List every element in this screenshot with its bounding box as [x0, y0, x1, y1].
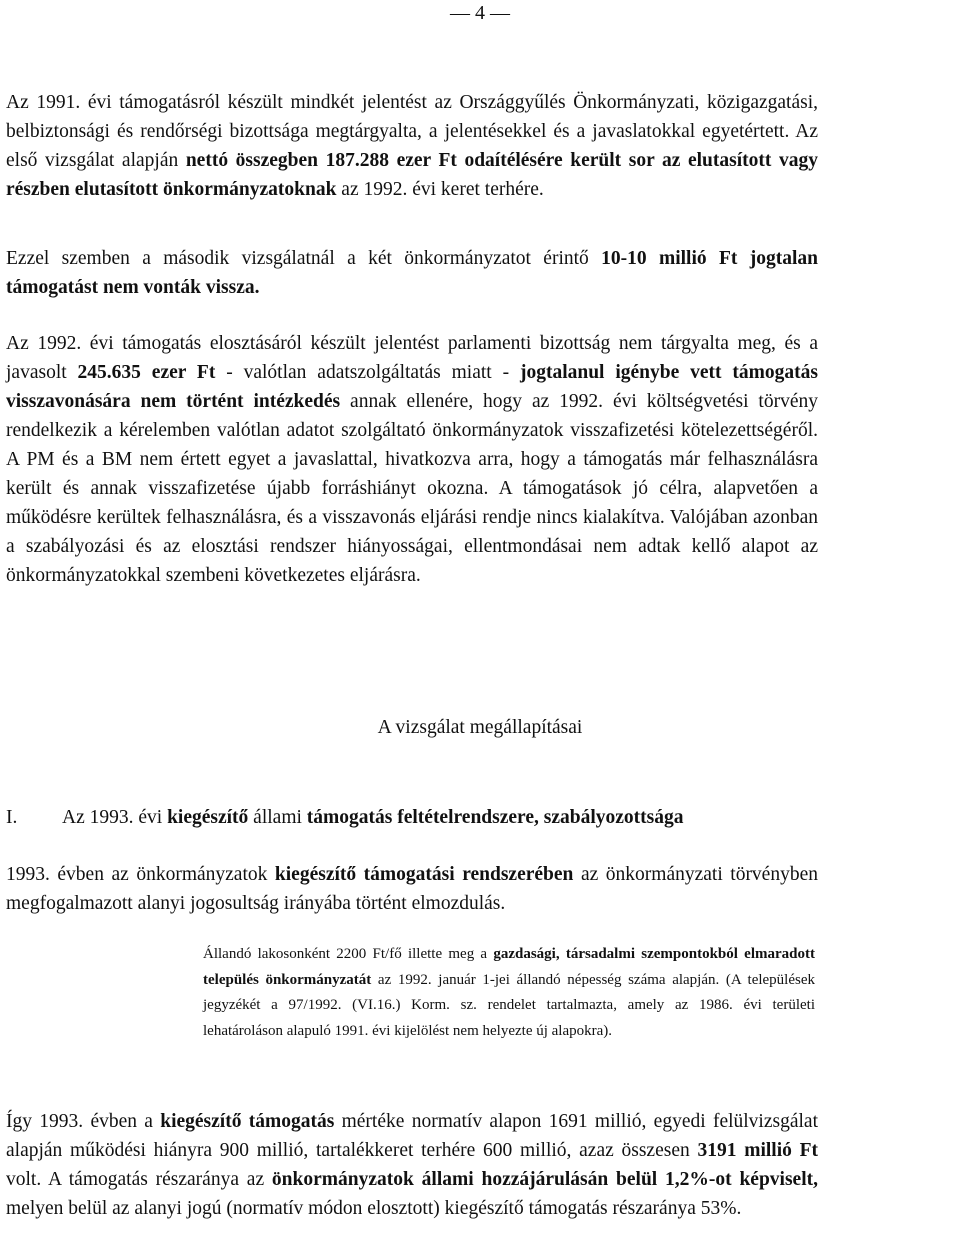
- text-run: mértéke normatív alapon 1691 millió, egyedi felülvizsgálat alapján működési hiányra 900 millió, tartalékkeret terhére 600 millió, azaz összesen: [6, 1111, 818, 1161]
- paragraph-1992-allocation: [6, 329, 818, 590]
- paragraph-1993-system: [6, 860, 818, 918]
- text-run: Az 1992. évi támogatás elosztásáról készült jelentést parlamenti bizottság nem tárgyalta meg, és a javasolt: [6, 333, 818, 383]
- text-run: állami: [248, 807, 307, 828]
- paragraph-1993-amounts: [6, 1107, 818, 1223]
- text-run: - valótlan adatszolgáltatás miatt -: [215, 362, 520, 383]
- text-run-bold: kiegészítő támogatás: [160, 1111, 335, 1132]
- section-number: I.: [6, 807, 18, 828]
- text-run-bold: gazdasági, társadalmi szempontokból elmaradott település önkormányzatát: [203, 946, 815, 988]
- section-subheading: [6, 807, 684, 829]
- text-run: Állandó lakosonként 2200 Ft/fő illette meg a: [203, 946, 494, 962]
- text-run: az önkormányzati törvényben megfogalmazott alanyi jogosultság irányába történt elmozdulás.: [6, 864, 818, 914]
- text-run: Az 1993. évi: [62, 807, 168, 828]
- text-run-bold: 3191 millió Ft: [697, 1140, 818, 1161]
- paragraph-1992-reports: [6, 88, 818, 204]
- paragraph-second-review: [6, 244, 818, 302]
- text-run-bold: kiegészítő támogatási rendszerében: [274, 864, 574, 885]
- text-run-bold: jogtalanul igénybe vett támogatás visszavonására nem történt intézkedés: [6, 362, 818, 412]
- quote-block: [203, 942, 815, 1044]
- text-run: Az 1991. évi támogatásról készült mindkét jelentést az Országgyűlés Önkormányzati, közigazgatási, belbiztonsági és rendőrségi bizottsága megtárgyalta, a jelentésekkel és a javaslatokkal egyetértett. Az első vizsgálat alapján: [6, 92, 818, 171]
- text-run: az 1992. január 1-jei állandó népesség száma alapján. (A települések jegyzékét a 97/1992. (VI.16.) Korm. sz. rendelet tartalmazta, amely az 1986. évi területi lehatároláson alapuló 1991. évi kijelölést nem helyezte új alapokra).: [203, 971, 815, 1039]
- text-run: volt. A támogatás részaránya az: [6, 1169, 272, 1190]
- text-run: Így 1993. évben a: [6, 1111, 161, 1132]
- text-run: az 1992. évi keret terhére.: [336, 179, 544, 200]
- text-run-bold: 10-10 millió Ft jogtalan támogatást nem vonták vissza.: [6, 248, 818, 298]
- page-number: — 4 —: [450, 2, 510, 24]
- text-run: melyen belül az alanyi jogú (normatív módon elosztott) kiegészítő támogatás részaránya 53%.: [6, 1198, 742, 1219]
- text-run: Ezzel szemben a második vizsgálatnál a két önkormányzatot érintő: [6, 248, 602, 269]
- section-heading: A vizsgálat megállapításai: [377, 717, 583, 738]
- text-run: 1993. évben az önkormányzatok: [6, 864, 275, 885]
- text-run-bold: kiegészítő: [167, 807, 249, 828]
- text-run-bold: támogatás feltételrendszere, szabályozottsága: [306, 807, 684, 828]
- text-run-bold: nettó összegben 187.288 ezer Ft odaítélésére került sor az elutasított vagy részben elutasított önkormányzatoknak: [6, 150, 818, 200]
- text-run-bold: 245.635 ezer Ft: [77, 362, 216, 383]
- text-run-bold: önkormányzatok állami hozzájárulásán belül 1,2%-ot képviselt,: [271, 1169, 818, 1190]
- text-run: annak ellenére, hogy az 1992. évi költségvetési törvény rendelkezik a kérelemben valótlan adatot szolgáltató önkormányzatok visszafizetési kötelezettségéről. A PM és a BM nem értett egyet a javaslattal, hivatkozva arra, hogy a támogatás már felhasználásra került és annak visszafizetése újabb forráshiányt okozna. A támogatások jó célra, alapvetően a működésre kerültek felhasználásra, és a visszavonás eljárási rendje nincs kialakítva. Valójában azonban a szabályozási és az elosztási rendszer hiányosságai, ellentmondásai nem adtak kellő alapot az önkormányzatokkal szembeni következetes eljárásra.: [6, 391, 819, 586]
